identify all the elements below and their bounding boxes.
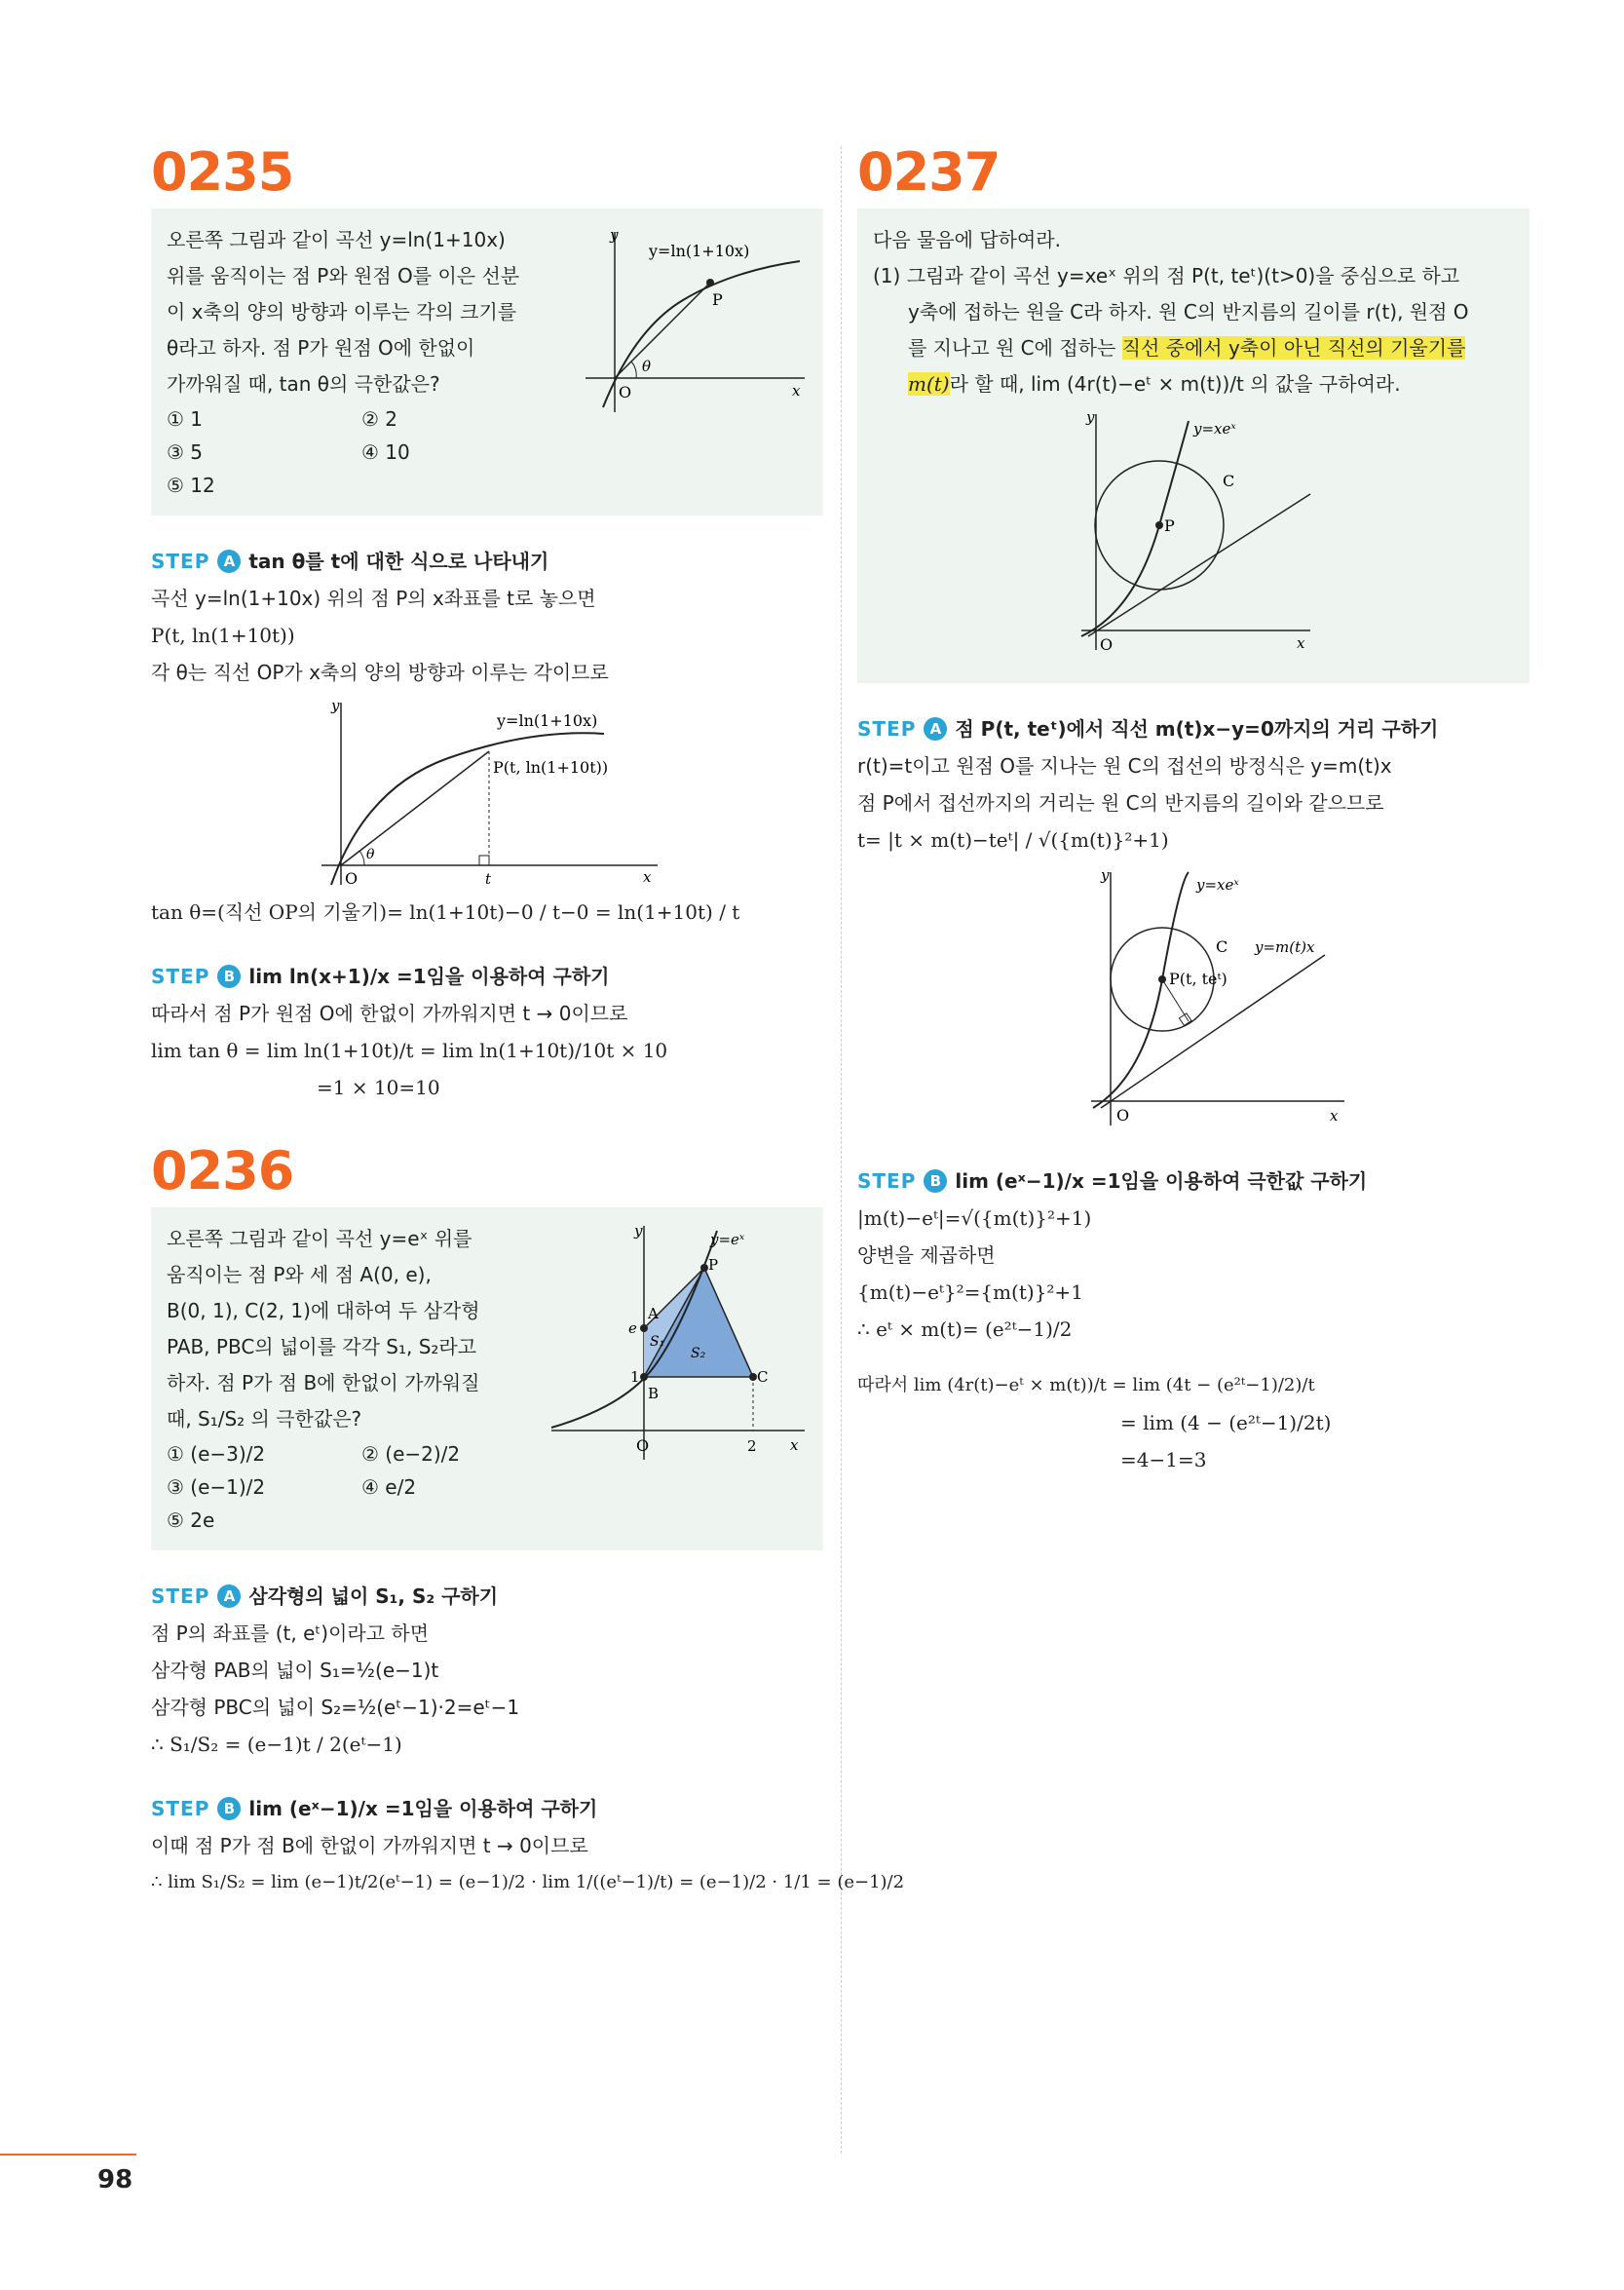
step-title: lim ln(x+1)/x =1임을 이용하여 구하기 (248, 965, 610, 988)
choice: ② (e−2)/2 (361, 1442, 461, 1466)
axis-label-x: x (792, 382, 801, 400)
figure-ln-curve (576, 222, 810, 417)
svg-text:y=xeˣ: y=xeˣ (1193, 420, 1236, 438)
svg-text:C: C (1216, 937, 1228, 956)
step-title: 점 P(t, teᵗ)에서 직선 m(t)x−y=0까지의 거리 구하기 (955, 717, 1439, 741)
step-title: lim (eˣ−1)/x =1임을 이용하여 극한값 구하기 (955, 1169, 1368, 1193)
page-number: 98 (97, 2165, 133, 2195)
equation: =4−1=3 (1120, 1448, 1207, 1471)
svg-text:x: x (643, 868, 652, 886)
left-column (151, 141, 905, 1901)
problem-box (151, 209, 823, 515)
svg-text:y: y (1086, 408, 1095, 426)
svg-text:y: y (1101, 866, 1110, 884)
step-a: STEP A 점 P(t, teᵗ)에서 직선 m(t)x−y=0까지의 거리 구하기 r(t)=t이고 원점 O를 지나는 원 C의 접선의 방정식은 y=m(t)x 점 P에서 접선까지의 거리는 원 C의 반지름의 길이와 같으므로 t= |t × m(t)−teᵗ| / √({m(t)}²+1) y x O P(t, teᵗ) C y=m(t)x y=xeˣ (857, 710, 1530, 1135)
figure-exp-triangle (547, 1221, 810, 1465)
figure-tangent-line (1033, 862, 1354, 1135)
page-rule (0, 2154, 136, 2156)
svg-text:S₂: S₂ (691, 1346, 706, 1361)
svg-text:P(t, ln(1+10t)): P(t, ln(1+10t)) (493, 758, 609, 777)
equation: = lim (4 − (e²ᵗ−1)/2t) (1120, 1411, 1332, 1434)
choice: ③ 5 (167, 440, 204, 464)
choice: ⑤ 12 (167, 474, 215, 497)
choice: ① (e−3)/2 (167, 1442, 266, 1466)
svg-text:O: O (1100, 635, 1114, 654)
svg-text:P: P (708, 1256, 719, 1274)
problem-number: 0237 (857, 141, 1001, 203)
svg-text:C: C (757, 1368, 769, 1386)
svg-text:y: y (634, 1222, 643, 1240)
step-title: lim (eˣ−1)/x =1임을 이용하여 구하기 (248, 1797, 598, 1820)
problem-0237 (857, 141, 1530, 1478)
right-column (857, 141, 1530, 1478)
svg-text:θ: θ (366, 847, 375, 862)
choice: ② 2 (361, 407, 398, 431)
equation: t= |t × m(t)−teᵗ| / √({m(t)}²+1) (857, 828, 1169, 852)
svg-text:2: 2 (747, 1437, 757, 1455)
step-title: 삼각형의 넓이 S₁, S₂ 구하기 (248, 1584, 499, 1608)
answer-choices (167, 402, 808, 502)
equation: tan θ=(직선 OP의 기울기)= ln(1+10t)−0 / t−0 = ln(1+10t) / t (151, 900, 740, 924)
equation: ∴ lim S₁/S₂ = lim (e−1)t/2(eᵗ−1) = (e−1)/2 · lim 1/((eᵗ−1)/t) = (e−1)/2 · 1/1 = (e−1)/2 (151, 1872, 905, 1892)
problem-box (151, 1207, 823, 1550)
svg-text:y: y (331, 697, 340, 714)
problem-text: 오른쪽 그림과 같이 곡선 y=eˣ 위를 움직이는 점 P와 세 점 A(0, e), B(0, 1), C(2, 1)에 대하여 두 삼각형 PAB, PBC의 넓이를 각각 S₁, S₂라고 하자. 점 P가 점 B에 한없이 가까워질 때, S₁/S₂ 의 극한값은? (167, 1227, 480, 1431)
axis-label-y: y (610, 226, 619, 244)
svg-text:O: O (636, 1436, 650, 1455)
svg-text:y=eˣ: y=eˣ (710, 1231, 745, 1248)
svg-text:S₁: S₁ (650, 1334, 665, 1350)
svg-text:x: x (1297, 634, 1305, 652)
svg-text:B: B (648, 1385, 660, 1402)
svg-text:e: e (628, 1319, 637, 1337)
svg-text:x: x (1330, 1107, 1339, 1125)
svg-text:y=m(t)x: y=m(t)x (1255, 938, 1315, 956)
step-b: STEP B lim (eˣ−1)/x =1임을 이용하여 극한값 구하기 |m(t)−eᵗ|=√({m(t)}²+1) 양변을 제곱하면 {m(t)−eᵗ}²={m(t)}²+1 ∴ eᵗ × m(t)= (e²ᵗ−1)/2 따라서 lim (4r(t)−eᵗ × m(t))/t = lim (4t − (e²ᵗ−1)/2)/t = lim (4 − (e²ᵗ−1)/2t) =4−1=3 (857, 1163, 1530, 1478)
choice: ③ (e−1)/2 (167, 1475, 266, 1499)
angle-label: θ (642, 358, 652, 375)
column-divider (841, 146, 842, 2154)
step-a: STEP A tan θ를 t에 대한 식으로 나타내기 곡선 y=ln(1+10x) 위의 점 P의 x좌표를 t로 놓으면 P(t, ln(1+10t)) 각 θ는 직선 OP가 x축의 양의 방향과 이루는 각이므로 y x O t θ P(t, ln(1+10t)) y=ln(1+10x) tan θ=(직선 OP의 기울기)= ln(1+10t)−0 / t−0 = ln(1+10t) / t (151, 543, 823, 931)
problem-number: 0235 (151, 141, 294, 203)
svg-text:C: C (1223, 472, 1235, 490)
equation: =1 × 10=10 (317, 1076, 440, 1099)
step-b: STEP B lim ln(x+1)/x =1임을 이용하여 구하기 따라서 점 P가 원점 O에 한없이 가까워지면 t → 0이므로 lim tan θ = lim ln(1+10t)/t = lim ln(1+10t)/10t × 10 =1 × 10=10 (151, 958, 823, 1106)
problem-0235 (151, 141, 823, 1106)
problem-0236 (151, 1140, 905, 1901)
svg-text:y=xeˣ: y=xeˣ (1196, 876, 1239, 894)
svg-text:O: O (345, 869, 359, 888)
step-a: STEP A 삼각형의 넓이 S₁, S₂ 구하기 점 P의 좌표를 (t, eᵗ)이라고 하면 삼각형 PAB의 넓이 S₁=½(e−1)t 삼각형 PBC의 넓이 S₂=½(eᵗ−1)·2=eᵗ−1 ∴ S₁/S₂ = (e−1)t / 2(eᵗ−1) (151, 1578, 823, 1763)
svg-text:1: 1 (630, 1368, 640, 1386)
equation: 따라서 lim (4r(t)−eᵗ × m(t))/t = lim (4t − (e²ᵗ−1)/2)/t (857, 1375, 1315, 1395)
problem-number: 0236 (151, 1140, 294, 1202)
figure-ln-curve-solution (312, 695, 662, 890)
step-b: STEP B lim (eˣ−1)/x =1임을 이용하여 구하기 이때 점 P가 점 B에 한없이 가까워지면 t → 0이므로 ∴ lim S₁/S₂ = lim (e−1)t/2(eᵗ−1) = (e−1)/2 · lim 1/((eᵗ−1)/t) = (e−1)/2 · 1/1 = (e−1)/2 (151, 1790, 823, 1901)
problem-box: 다음 물음에 답하여라. (1) 그림과 같이 곡선 y=xeˣ 위의 점 P(t, teᵗ)(t>0)을 중심으로 하고 y축에 접하는 원을 C라 하자. 원 C의 반지름의 길이를 r(t), 원점 O 를 지나고 원 C에 접하는 직선 중에서 y축이 아닌 직선의 기울기를 m(t)라 할 때, lim (4r(t)−eᵗ × m(t))/t 의 값을 구하여라. y x O P C y=xeˣ (857, 209, 1530, 683)
origin-label: O (619, 383, 632, 401)
equation: lim tan θ = lim ln(1+10t)/t = lim ln(1+10t)/10t × 10 (151, 1039, 668, 1062)
step-title: tan θ를 t에 대한 식으로 나타내기 (248, 550, 549, 573)
choice: ① 1 (167, 407, 204, 431)
figure-xex-circle (1067, 406, 1320, 660)
curve-label: y=ln(1+10x) (649, 242, 750, 260)
point-label-p: P (712, 290, 723, 309)
highlighted-text: 직선 중에서 y축이 아닌 직선의 기울기를 (1121, 336, 1466, 360)
svg-text:P: P (1164, 516, 1175, 535)
svg-text:y=ln(1+10x): y=ln(1+10x) (497, 711, 598, 730)
svg-text:P(t, teᵗ): P(t, teᵗ) (1169, 970, 1227, 988)
choice: ⑤ 2e (167, 1508, 215, 1532)
highlighted-text: m(t) (908, 372, 950, 396)
svg-text:O: O (1116, 1106, 1130, 1125)
choice: ④ e/2 (361, 1475, 417, 1499)
choice: ④ 10 (361, 440, 410, 464)
svg-text:t: t (485, 870, 492, 888)
problem-text: 오른쪽 그림과 같이 곡선 y=ln(1+10x) 위를 움직이는 점 P와 원점 O를 이은 선분 이 x축의 양의 방향과 이루는 각의 크기를 θ라고 하자. 점 P가 원점 O에 한없이 가까워질 때, tan θ의 극한값은? (167, 228, 520, 396)
svg-text:x: x (790, 1436, 799, 1454)
svg-text:A: A (648, 1305, 659, 1322)
